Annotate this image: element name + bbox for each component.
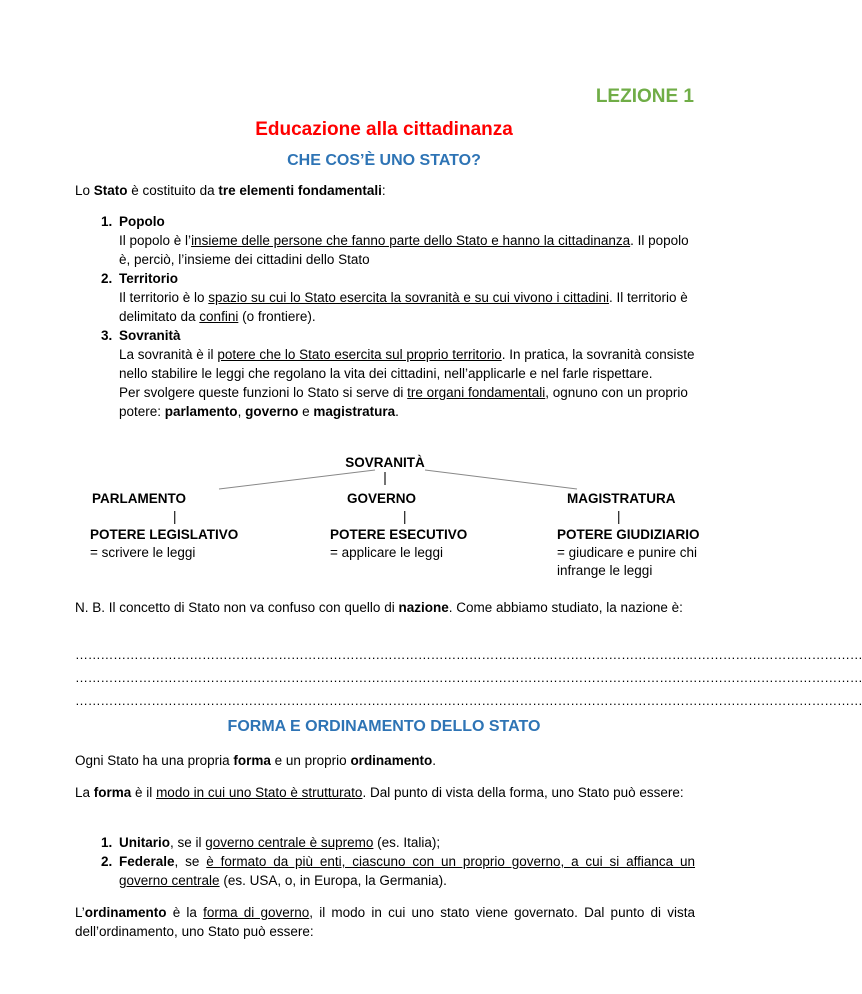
document-title: Educazione alla cittadinanza <box>255 119 513 140</box>
forma-definition-paragraph: La forma è il modo in cui uno Stato è strutturato. Dal punto di vista della forma, uno Stato può essere: <box>75 785 684 800</box>
forma-list <box>75 833 695 890</box>
ordinamento-paragraph: L’ordinamento è la forma di governo, il modo in cui uno stato viene governato. Dal punto di vista dell’ordinamento, uno Stato può essere: <box>75 905 695 939</box>
lesson-number: LEZIONE 1 <box>595 86 694 107</box>
forma-intro-paragraph: Ogni Stato ha una propria forma e un proprio ordinamento. <box>75 753 436 768</box>
list-item-unitario: 1. Unitario, se il governo centrale è supremo (es. Italia); <box>101 835 441 850</box>
intro-paragraph: Lo Stato è costituito da tre elementi fondamentali: <box>75 183 386 198</box>
answer-line-1: …………………………………………………………………………………………………………………………………………………………………… <box>75 647 862 662</box>
answer-line-3: …………………………………………………………………………………………………………………………………………………………………… <box>75 693 862 708</box>
list-item-popolo: 1. Popolo Il popolo è l’insieme delle persone che fanno parte dello Stato e hanno la cittadinanza. Il popolo è, perciò, l’insieme dei cittadini dello Stato <box>101 214 689 267</box>
diagram-branch-parlamento: PARLAMENTO | POTERE LEGISLATIVO = scrivere le leggi <box>90 491 239 560</box>
answer-line-2: …………………………………………………………………………………………………………………………………………………………………… <box>75 670 862 685</box>
list-item-sovranita: 3. Sovranità La sovranità è il potere che lo Stato esercita sul proprio territorio. In pratica, la sovranità consiste nello stabilire le leggi che regolano la vita dei cittadini, nell’applicarle e nel farle rispettare. Per svolgere queste funzioni lo Stato si serve di tre organi fondamentali, ognuno con un proprio potere: parlamento, governo e magistratura. <box>101 328 695 419</box>
diagram-branch-governo: GOVERNO | POTERE ESECUTIVO = applicare le leggi <box>330 491 468 560</box>
diagram-branch-magistratura: MAGISTRATURA | POTERE GIUDIZIARIO = giudicare e punire chi infrange le leggi <box>557 491 700 578</box>
diagram-root: SOVRANITÀ | <box>345 455 425 485</box>
list-item-territorio: 2. Territorio Il territorio è lo spazio su cui lo Stato esercita la sovranità e su cui vivono i cittadini. Il territorio è delimitato da confini (o frontiere). <box>101 271 688 324</box>
section-heading-forma: FORMA E ORDINAMENTO DELLO STATO <box>227 718 541 735</box>
list-item-federale: 2. Federale, se è formato da più enti, ciascuno con un proprio governo, a cui si affianca un governo centrale (es. USA, o, in Europa, la Germania). <box>101 854 696 888</box>
note-paragraph: N. B. Il concetto di Stato non va confuso con quello di nazione. Come abbiamo studiato, la nazione è: <box>75 600 683 615</box>
section-heading-stato: CHE COS’È UNO STATO? <box>287 152 481 169</box>
